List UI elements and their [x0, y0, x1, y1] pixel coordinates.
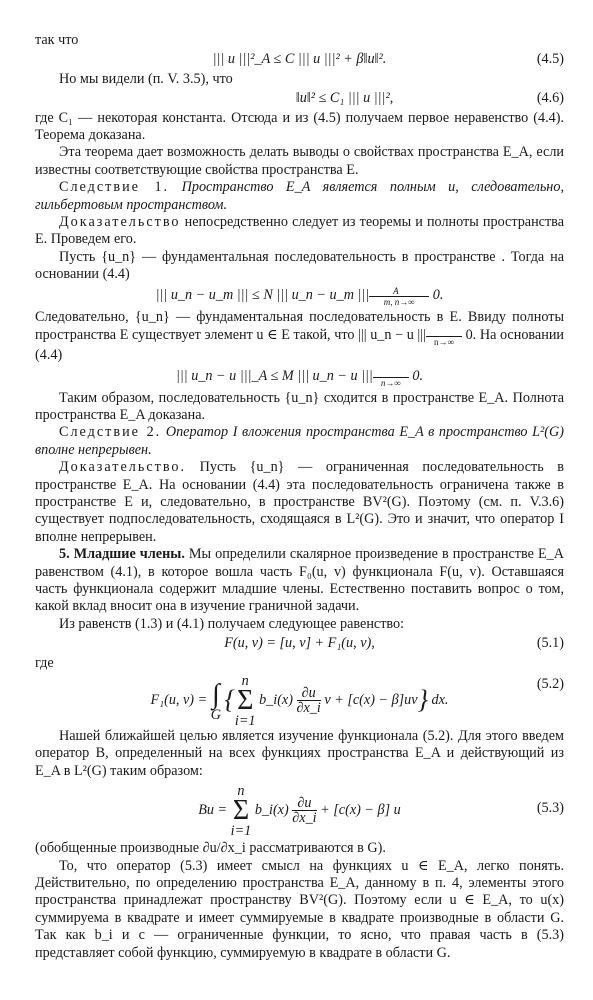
proof-label: Доказательство. [59, 459, 187, 476]
paragraph: где C₁ — некоторая константа. Отсюда и из (4.5) получаем первое неравенство (4.4). Теорема доказана. [35, 109, 564, 144]
corollary-label: Следствие 2. [59, 424, 162, 441]
equation-fundamental: ||| u_n − u_m ||| ≤ N ||| u_n − u_m ||| $\frac{A}{m, n\to\infty} 0$. [155, 285, 444, 307]
limit-arrow: $\frac{A}{m, n\to\infty}$ [369, 286, 429, 307]
limit-arrow: n→∞ [426, 326, 462, 347]
equation-5-3: Bu = n Σ i=1 b_i(x) $\frac{\partial u}{\partial x\_i}$ + [c(x) − β] u (5.3) [198, 782, 564, 839]
fraction: $\frac{\partial u}{\partial x\_i}$ [296, 685, 321, 717]
equation-number: (4.6) [536, 90, 564, 107]
proof-text: Пусть {u_n} — ограниченная последовательность в пространстве E_A. На основании (4.4) эта последовательность ограничена также в пространстве E и, следовательно, в пространстве BV²(G). Поэтому (см. п. V.3.6) существует подпоследовательность, сходящаяся в L²(G). Это и значит, что оператор I вполне непрерывен. [35, 459, 564, 545]
equation-number: (4.5) [536, 51, 564, 68]
equation-4-6: ‖u‖² ≤ C₁ ||| u |||², (4.6) [295, 90, 564, 107]
integral-sign: ∫ G [210, 678, 221, 723]
limit-arrow: n→∞ [373, 367, 409, 388]
equation-number: (5.3) [536, 800, 564, 817]
equation-convergence: ||| u_n − u |||_A ≤ M ||| u_n − u ||| n→∞ 0. [175, 367, 423, 388]
equation-5-1: F(u, v) = [u, v] + F₁(u, v), (5.1) [224, 635, 564, 652]
corollary-statement: Оператор I вложения пространства E_A в пространство L²(G) вполне непрерывен. [35, 424, 564, 458]
equation-number: (5.1) [536, 635, 564, 652]
text-line: (обобщенные производные ∂u/∂x_i рассматриваются в G). [35, 840, 386, 857]
paragraph: Таким образом, последовательность {u_n} сходится в пространстве E_A. Полнота пространства E_A доказана. [35, 389, 564, 423]
equation-4-5: ||| u |||²_A ≤ C ||| u |||² + β‖u‖². (4.5) [212, 51, 564, 68]
text-line: Но мы видели (п. V. 3.5), что [59, 70, 233, 87]
proof-paragraph [35, 459, 564, 546]
sum-sign: n Σ i=1 [230, 782, 252, 839]
proof-paragraph [35, 214, 564, 249]
section-heading: 5. Младшие члены. [59, 546, 185, 563]
paragraph: Следовательно, {u_n} — фундаментальная последовательность в E. Ввиду полноты пространства E существует элемент u ∈ E такой, что ||| u_n − u ||| n→∞ 0. На основании (4.4) [35, 308, 565, 364]
corollary-label: Следствие 1. [59, 179, 170, 196]
proof-text: непосредственно следует из теоремы и полноты пространства E. Проведем его. [35, 214, 564, 248]
section-5 [35, 546, 564, 616]
fraction: $\frac{\partial u}{\partial x\_i}$ [292, 795, 317, 827]
proof-label: Доказательство [59, 214, 181, 231]
paragraph: Из равенств (1.3) и (4.1) получаем следующее равенство: [59, 615, 405, 632]
corollary-2 [35, 424, 564, 459]
text-line: так что [35, 32, 79, 48]
paragraph: Нашей ближайшей целью является изучение функционала (5.2). Для этого введем оператор B, определенный на всех функциях пространства E_A и действующий из E_A в L²(G) таким образом: [35, 728, 564, 779]
equation-5-2: F₁(u, v) = ∫ G {n Σ i=1 b_i(x) $\frac{\partial u}{\partial x\_i}$ v + [c(x) − β]uv} dx. (5.2) [150, 672, 564, 729]
paragraph: Пусть {u_n} — фундаментальная последовательность в пространстве . Тогда на основании (4.4) [35, 248, 564, 283]
paragraph: То, что оператор (5.3) имеет смысл на функциях u ∈ E_A, легко понять. Действительно, по определению пространства E_A, данному в п. 4, элементы этого пространства принадлежат пространству BV²(G). Поэтому если u ∈ E_A, то u(x) суммируема в квадрате и имеет суммируемые в квадрате производные в области G. Так как b_i и c — ограниченные функции, то ясно, что правая часть в (5.3) представляет собой функцию, суммируемую в квадрате в области G. [35, 857, 564, 961]
text-line: где [35, 654, 54, 671]
corollary-1 [35, 179, 564, 214]
corollary-statement: Пространство E_A является полным и, следовательно, гильбертовым пространством. [35, 179, 564, 213]
paragraph: Эта теорема дает возможность делать выводы о свойствах пространства E_A, если известны соответствующие свойства пространства E. [35, 144, 564, 178]
section-text: Мы определили скалярное произведение в пространстве E_A равенством (4.1), в которое вошла часть F₀(u, v) функционала F(u, v). Оставшаяся часть функционала содержит младшие члены. Естественно поставить вопрос о том, какой вклад вносит она в изучение граничной задачи. [35, 546, 564, 615]
sum-sign: n Σ i=1 [234, 672, 256, 729]
equation-number: (5.2) [536, 676, 564, 692]
